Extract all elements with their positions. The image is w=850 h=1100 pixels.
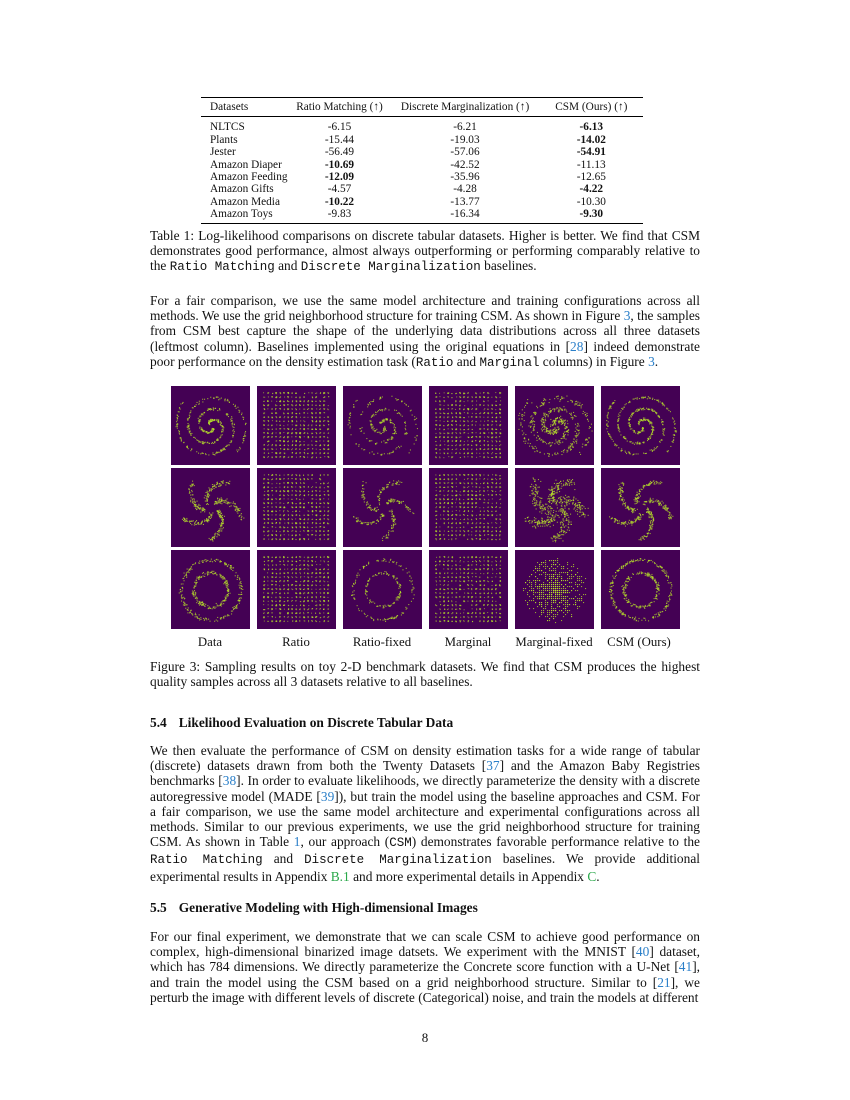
- sample-plot-tile: [343, 468, 422, 547]
- table-header-row: [201, 98, 643, 117]
- cell-csm: -12.65: [576, 171, 606, 184]
- header-csm: CSM (Ours) (↑): [540, 98, 643, 117]
- results-table: [201, 97, 643, 224]
- cell-dataset: Amazon Toys: [201, 208, 289, 223]
- table-ref-link[interactable]: 1: [293, 834, 301, 850]
- sample-plot-tile: [601, 468, 680, 547]
- figure-ref-link[interactable]: 3: [648, 353, 655, 369]
- paragraph-generative-modeling: For our final experiment, we demonstrate that we can scale CSM to achieve good performance on complex, high-dimensional binarized image datsets. We experiment with the MNIST [40] dataset, which has 784 dimensions. We directly parameterize the Concrete score function with a U-Net [41], and train the model using the CSM based on a grid neighborhood structure. Similar to [21], we perturb the image with different levels of discrete (Categorical) noise, and train the models at different: [150, 929, 700, 1005]
- cell-discrete-marginalization: -42.52: [450, 158, 480, 171]
- citation-link[interactable]: 28: [570, 338, 584, 354]
- table-row: [201, 183, 643, 195]
- cell-dataset: Amazon Feeding: [210, 171, 288, 184]
- cell-ratio-matching: -56.49: [324, 146, 355, 159]
- column-label-ratio: Ratio: [282, 635, 310, 649]
- cell-ratio-matching: -4.57: [327, 183, 352, 196]
- citation-link[interactable]: 37: [486, 758, 500, 774]
- header-discrete-marginalization: Discrete Marginalization (↑): [390, 98, 539, 117]
- cell-ratio-matching: -10.22: [324, 195, 355, 208]
- page-number: 8: [421, 1030, 429, 1045]
- column-label-csm: CSM (Ours): [607, 635, 671, 649]
- citation-link[interactable]: 41: [678, 959, 693, 975]
- cell-ratio-matching: -9.83: [289, 208, 391, 223]
- figure-ref-link[interactable]: 3: [623, 308, 631, 324]
- cell-dataset: Amazon Media: [210, 195, 280, 208]
- cell-ratio-matching: -10.69: [324, 158, 355, 171]
- appendix-ref-link[interactable]: B.1: [330, 868, 350, 884]
- column-label-data: Data: [197, 635, 223, 649]
- header-datasets: Datasets: [201, 98, 289, 117]
- column-label-ratio-fixed: Ratio-fixed: [352, 635, 412, 649]
- sample-plot-tile: [171, 386, 250, 465]
- cell-csm: -10.30: [576, 195, 606, 208]
- sample-plot-tile: [429, 468, 508, 547]
- table-row: [201, 159, 643, 171]
- cell-discrete-marginalization: -57.06: [450, 146, 480, 159]
- sample-plot-tile: [257, 468, 336, 547]
- citation-link[interactable]: 21: [657, 974, 671, 990]
- sample-plot-tile: [601, 386, 680, 465]
- citation-link[interactable]: 40: [635, 944, 650, 960]
- table-row: [201, 134, 643, 146]
- table-row: [201, 146, 643, 158]
- cell-csm: -4.22: [579, 183, 604, 196]
- sample-plot-tile: [343, 550, 422, 629]
- cell-discrete-marginalization: -4.28: [453, 183, 477, 196]
- column-label-marginal: Marginal: [444, 635, 492, 649]
- cell-csm: -6.13: [579, 121, 604, 134]
- cell-dataset: Plants: [210, 133, 238, 146]
- sample-plot-tile: [257, 386, 336, 465]
- cell-discrete-marginalization: -6.21: [453, 121, 477, 134]
- figure-caption: Figure 3: Sampling results on toy 2-D benchmark datasets. We find that CSM produces the highest quality samples across all 3 datasets relative to all baselines.: [150, 659, 700, 690]
- cell-dataset: Amazon Diaper: [210, 158, 282, 171]
- section-heading-5-4: 5.4 Likelihood Evaluation on Discrete Tabular Data: [150, 715, 454, 730]
- cell-csm: -9.30: [540, 208, 643, 223]
- cell-discrete-marginalization: -19.03: [450, 133, 480, 146]
- sample-plot-tile: [257, 550, 336, 629]
- table-caption: Table 1: Log-likelihood comparisons on discrete tabular datasets. Higher is better. We find that CSM demonstrates good performance, almost always outperforming or performing comparably relative to the Ratio Matching and Discrete Marginalization baselines.: [150, 228, 700, 275]
- cell-discrete-marginalization: -35.96: [450, 171, 480, 184]
- sample-plot-tile: [171, 468, 250, 547]
- section-heading-5-5: 5.5 Generative Modeling with High-dimensional Images: [150, 900, 478, 915]
- table-row: [201, 208, 643, 223]
- sample-plot-tile: [601, 550, 680, 629]
- cell-csm: -11.13: [576, 158, 606, 171]
- cell-ratio-matching: -15.44: [324, 133, 355, 146]
- paragraph-likelihood-evaluation: We then evaluate the performance of CSM on density estimation tasks for a wide range of tabular (discrete) datasets drawn from both the Twenty Datasets [37] and the Amazon Baby Registries benchmarks [38]. In order to evaluate likelihoods, we directly parameterize the density with a discrete autoregressive model (MADE [39]), but train the model using the baseline approaches and CSM. For a fair comparison, we use the same model architecture and experimental configurations across all methods. Similar to our previous experiments, we use the grid neighborhood structure for training CSM. As shown in Table 1, our approach (CSM) demonstrates favorable performance relative to the Ratio Matching and Discrete Marginalization baselines. We provide additional experimental results in Appendix B.1 and more experimental details in Appendix C.: [150, 743, 700, 884]
- sample-plot-tile: [515, 550, 594, 629]
- appendix-ref-link[interactable]: C: [587, 868, 597, 884]
- sample-plot-tile: [429, 386, 508, 465]
- header-ratio-matching: Ratio Matching (↑): [289, 98, 391, 117]
- column-label-marginal-fixed: Marginal-fixed: [515, 635, 593, 649]
- cell-csm: -54.91: [576, 146, 606, 159]
- cell-ratio-matching: -6.15: [327, 121, 352, 134]
- cell-dataset: Jester: [210, 146, 236, 159]
- cell-discrete-marginalization: -13.77: [450, 195, 480, 208]
- table-body: [201, 117, 643, 223]
- sample-plot-tile: [515, 386, 594, 465]
- cell-ratio-matching: -12.09: [324, 171, 355, 184]
- table-row: [201, 117, 643, 134]
- table-row: [201, 196, 643, 208]
- paragraph-fair-comparison: For a fair comparison, we use the same model architecture and training configurations across all methods. We use the grid neighborhood structure for training CSM. As shown in Figure 3, the samples from CSM best capture the shape of the underlying data distributions across all three datasets (leftmost column). Baselines implemented using the original equations in [28] indeed demonstrate poor performance on the density estimation task (Ratio and Marginal columns) in Figure 3.: [150, 293, 700, 370]
- sample-plot-tile: [515, 468, 594, 547]
- cell-dataset: NLTCS: [210, 121, 245, 134]
- citation-link[interactable]: 38: [222, 773, 237, 789]
- cell-dataset: Amazon Gifts: [210, 183, 274, 196]
- cell-csm: -14.02: [576, 133, 606, 146]
- citation-link[interactable]: 39: [320, 788, 335, 804]
- table-row: [201, 171, 643, 183]
- cell-discrete-marginalization: -16.34: [390, 208, 539, 223]
- sample-plot-tile: [343, 386, 422, 465]
- sample-plot-tile: [429, 550, 508, 629]
- sample-plot-tile: [171, 550, 250, 629]
